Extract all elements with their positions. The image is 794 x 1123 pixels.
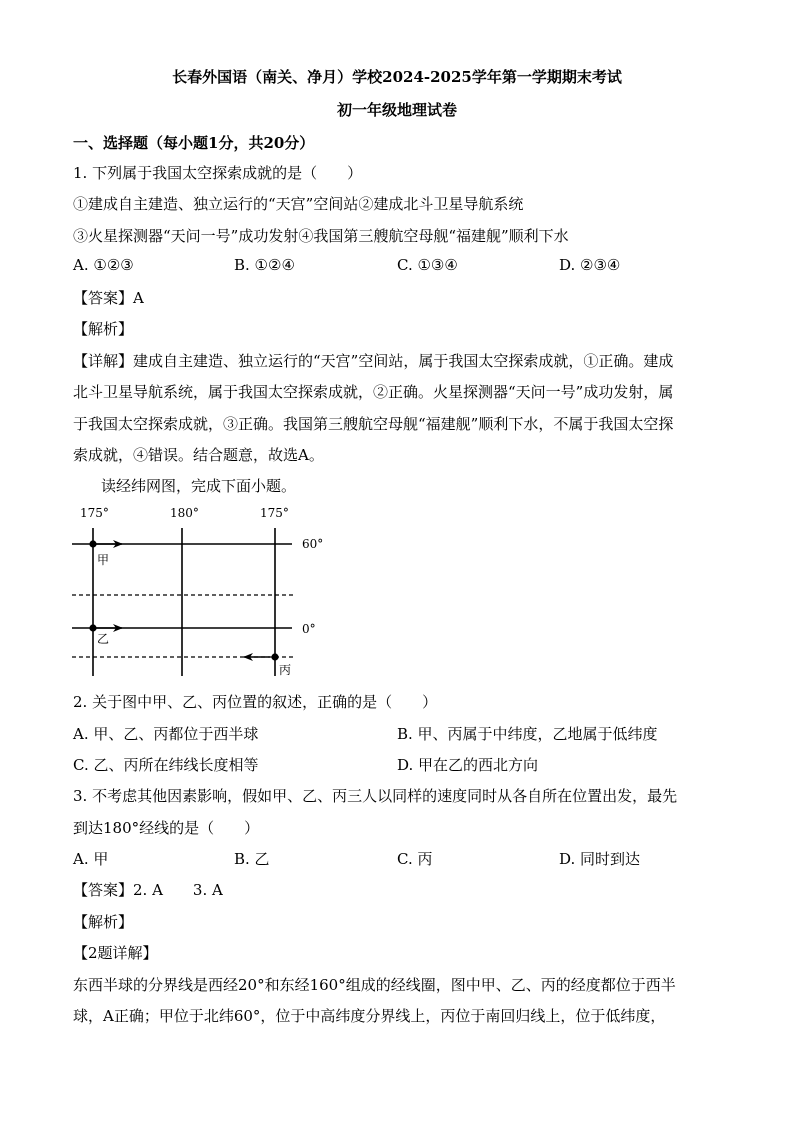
q3-option-a: A. 甲: [73, 850, 109, 868]
q23-analysis-label: 【解析】: [73, 913, 134, 931]
q2-detail-title: 【2题详解】: [73, 944, 158, 962]
label-jia: 甲: [97, 553, 110, 567]
lat-label-0: 0°: [302, 622, 316, 636]
q2-stem: 2. 关于图中甲、乙、丙位置的叙述，正确的是（ ）: [73, 693, 438, 711]
q1-detail-line-3: 于我国太空探索成就，③正确。我国第三艘航空母舰“福建舰”顺利下水，不属于我国太空探: [73, 415, 674, 433]
q23-answer: 【答案】2. A 3. A: [73, 881, 223, 899]
figure-intro: 读经纬网图，完成下面小题。: [101, 477, 297, 495]
section-heading: 一、选择题（每小题1分，共20分）: [73, 134, 315, 152]
exam-title: 长春外国语（南关、净月）学校2024-2025学年第一学期期末考试: [172, 68, 622, 86]
q2-option-d: D. 甲在乙的西北方向: [397, 756, 539, 774]
point-jia: [89, 540, 96, 547]
q1-answer: 【答案】A: [73, 289, 144, 307]
point-bing: [271, 653, 278, 660]
q1-statement-line-1: ①建成自主建造、独立运行的“天宫”空间站②建成北斗卫星导航系统: [73, 195, 524, 213]
q2-detail-line-1: 东西半球的分界线是西经20°和东经160°组成的经线圈，图中甲、乙、丙的经度都位于西半: [73, 976, 676, 994]
lat-long-grid-figure: [60, 500, 360, 685]
point-yi: [89, 624, 96, 631]
lon-label-180: 180°: [170, 506, 199, 520]
q2-option-a: A. 甲、乙、丙都位于西半球: [73, 725, 259, 743]
q1-analysis-label: 【解析】: [73, 320, 134, 338]
q3-option-d: D. 同时到达: [559, 850, 641, 868]
q1-option-c: C. ①③④: [397, 256, 458, 274]
q1-option-d: D. ②③④: [559, 256, 621, 274]
q1-stem: 1. 下列属于我国太空探索成就的是（ ）: [73, 164, 363, 182]
q1-detail-line-4: 索成就，④错误。结合题意，故选A。: [73, 446, 324, 464]
lon-label-175-right: 175°: [260, 506, 289, 520]
lon-label-175-left: 175°: [80, 506, 109, 520]
lat-label-60: 60°: [302, 537, 324, 551]
exam-subtitle: 初一年级地理试卷: [336, 101, 457, 119]
q3-stem-line-2: 到达180°经线的是（ ）: [73, 819, 260, 837]
q3-option-b: B. 乙: [234, 850, 270, 868]
q1-detail-line-2: 北斗卫星导航系统，属于我国太空探索成就，②正确。火星探测器“天问一号”成功发射，属: [73, 383, 674, 401]
q1-detail-line-1: 【详解】建成自主建造、独立运行的“天宫”空间站，属于我国太空探索成就，①正确。建成: [73, 352, 674, 370]
q1-option-a: A. ①②③: [73, 256, 134, 274]
q2-option-b: B. 甲、丙属于中纬度，乙地属于低纬度: [397, 725, 658, 743]
q3-option-c: C. 丙: [397, 850, 433, 868]
q2-option-c: C. 乙、丙所在纬线长度相等: [73, 756, 259, 774]
q1-statement-line-2: ③火星探测器“天问一号”成功发射④我国第三艘航空母舰“福建舰”顺利下水: [73, 227, 569, 245]
q1-option-b: B. ①②④: [234, 256, 295, 274]
label-bing: 丙: [279, 663, 292, 677]
q2-detail-line-2: 球，A正确；甲位于北纬60°，位于中高纬度分界线上，丙位于南回归线上，位于低纬度，: [73, 1007, 666, 1025]
q3-stem-line-1: 3. 不考虑其他因素影响，假如甲、乙、丙三人以同样的速度同时从各自所在位置出发，最先: [73, 787, 678, 805]
label-yi: 乙: [97, 632, 110, 646]
